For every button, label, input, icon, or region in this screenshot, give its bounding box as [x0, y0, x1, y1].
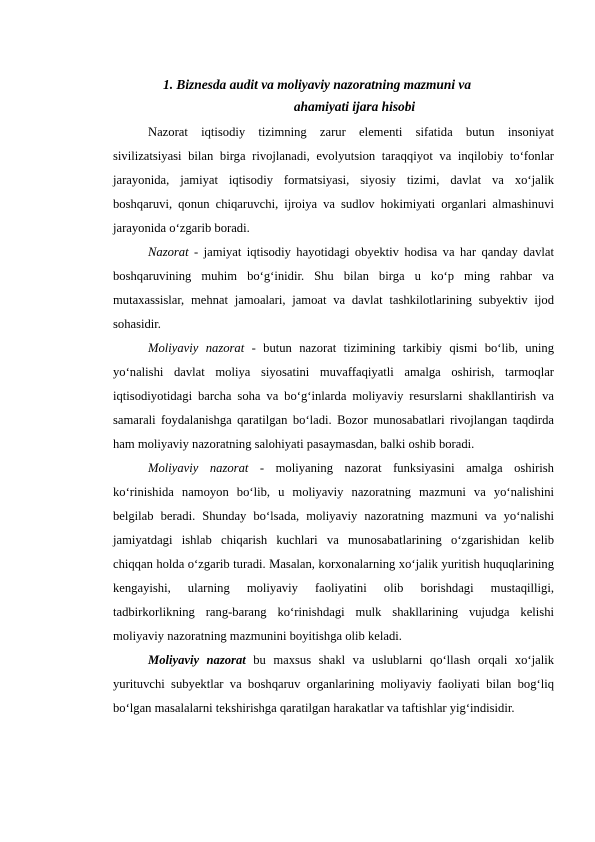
paragraph-5-term: Moliyaviy nazorat — [148, 653, 246, 667]
paragraph-5 — [113, 648, 554, 720]
document-page — [113, 74, 554, 720]
paragraph-2 — [113, 240, 554, 336]
paragraph-4-term: Moliyaviy nazorat — [148, 461, 249, 475]
paragraph-5-text: bu maxsus shakl va uslublarni qo‘llash orqali xo‘jalik yurituvchi subyektlar va boshqaruv organlarining moliyaviy faoliyati bilan bog‘liq bo‘lgan masalalarni tekshirishga qaratilgan harakatlar va taftishlar yig‘indisidir. — [113, 653, 554, 715]
paragraph-1 — [113, 120, 554, 240]
heading-line-1: 1. Biznesda audit va moliyaviy nazoratning mazmuni va — [163, 77, 472, 92]
section-heading — [113, 74, 554, 118]
paragraph-1-text: Nazorat iqtisodiy tizimning zarur elementi sifatida butun insoniyat sivilizatsiyasi bilan birga rivojlanadi, evolyutsion taraqqiyot va inqilobiy to‘fonlar jarayonida, jamiyat iqtisodiy formatsiyasi, siyosiy tizimi, davlat va xo‘jalik boshqaruvi, qonun chiqaruvchi, ijroiya va sudlov hokimiyati organlari almashinuvi jarayonida o‘zgarib boradi. — [113, 125, 554, 235]
paragraph-3-term: Moliyaviy nazorat — [148, 341, 245, 355]
heading-line-2: ahamiyati ijara hisobi — [293, 99, 416, 114]
paragraph-4 — [113, 456, 554, 648]
paragraph-3-text: - butun nazorat tizimining tarkibiy qismi bo‘lib, uning yo‘nalishi davlat moliya siyosatini muvaffaqiyatli amalga oshirish, tarmoqlar iqtisodiyotidagi barcha soha va bo‘g‘inlarda moliyaviy resurslarni shakllantirish va samarali foydalanishga qaratilgan bo‘ladi. Bozor munosabatlari rivojlangan taqdirda ham moliyaviy nazoratning salohiyati pasaymasdan, balki oshib boradi. — [113, 341, 554, 451]
paragraph-2-text: - jamiyat iqtisodiy hayotidagi obyektiv hodisa va har qanday davlat boshqaruvining muhim bo‘g‘inidir. Shu bilan birga u ko‘p ming rahbar va mutaxassislar, mehnat jamoalari, jamoat va davlat tashkilotlarining subyektiv ijod sohasidir. — [113, 245, 554, 331]
paragraph-4-text: - moliyaning nazorat funksiyasini amalga oshirish ko‘rinishida namoyon bo‘lib, u moliyaviy nazoratning mazmuni va yo‘nalishini belgilab beradi. Shunday bo‘lsada, moliyaviy nazoratning mazmuni va yo‘nalishi jamiyatdagi ishlab chiqarish kuchlari va munosabatlarining o‘zgarishidan kelib chiqqan holda o‘zgarib turadi. Masalan, korxonalarning xo‘jalik yuritish huquqlarining kengayishi, ularning moliyaviy faoliyatini olib borishdagi mustaqilligi, tadbirkorlikning rang-barang ko‘rinishdagi mulk shakllarining vujudga kelishi moliyaviy nazoratning mazmunini boyitishga olib keladi. — [113, 461, 554, 643]
paragraph-3 — [113, 336, 554, 456]
paragraph-2-term: Nazorat — [148, 245, 189, 259]
